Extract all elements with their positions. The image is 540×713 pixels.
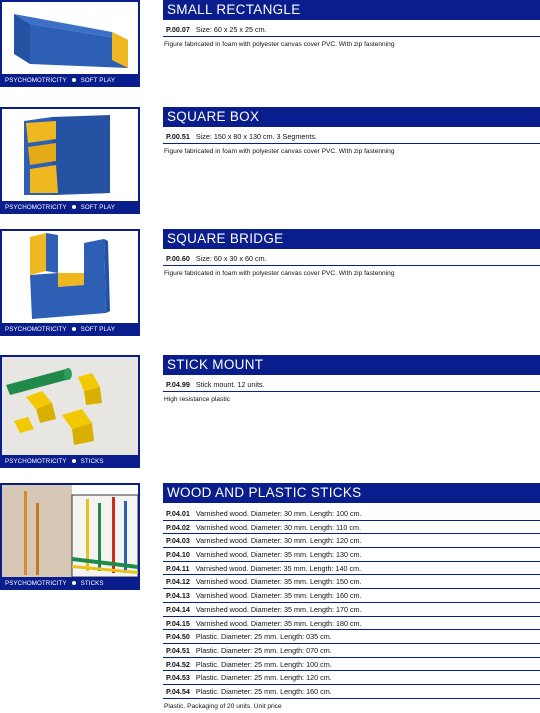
caption-category: PSYCHOMOTRICITY [5, 326, 67, 333]
product-row [163, 671, 540, 685]
caption-category: PSYCHOMOTRICITY [5, 580, 67, 587]
product-title: WOOD AND PLASTIC STICKS [163, 483, 540, 503]
category-caption [2, 323, 138, 336]
product-description: High resistance plastic [164, 395, 230, 403]
caption-subcategory: SOFT PLAY [80, 204, 116, 211]
product-row [163, 534, 540, 548]
product-spec: Varnished wood. Diameter: 30 mm. Length: 100 cm. [195, 509, 362, 518]
product-code: P.00.60 [166, 254, 190, 263]
category-caption [2, 455, 138, 468]
product-info [163, 0, 540, 48]
product-info [163, 483, 540, 710]
product-row [163, 630, 540, 644]
product-row [163, 603, 540, 617]
category-caption [2, 577, 138, 590]
product-spec: Varnished wood. Diameter: 30 mm. Length: 110 cm. [195, 522, 361, 532]
product-row [163, 685, 540, 699]
product-row [163, 589, 540, 603]
product-thumbnail[interactable] [0, 0, 140, 87]
product-row [163, 521, 540, 535]
product-spec-table [163, 507, 540, 699]
caption-category: PSYCHOMOTRICITY [5, 458, 67, 465]
product-title: STICK MOUNT [163, 355, 540, 375]
product-spec: Varnished wood. Diameter: 35 mm. Length: 130 cm. [195, 550, 362, 560]
bullet-icon [72, 581, 76, 585]
product-spec: Plastic. Diameter: 25 mm. Length: 100 cm. [195, 659, 332, 669]
product-photo [2, 485, 138, 577]
foam-box-illustration [2, 109, 138, 201]
caption-subcategory: STICKS [80, 580, 104, 587]
product-description: Plastic. Packaging of 20 units. Unit price [164, 702, 282, 710]
product-thumbnail[interactable] [0, 483, 140, 590]
product-photo [2, 357, 138, 455]
product-code: P.04.02 [166, 522, 190, 532]
stick-mount-illustration [2, 357, 138, 455]
product-info [163, 355, 540, 403]
product-row [163, 575, 540, 589]
product-spec: Varnished wood. Diameter: 35 mm. Length: 160 cm. [195, 591, 362, 601]
product-code: P.04.51 [166, 645, 190, 655]
product-row [163, 252, 540, 266]
product-row [163, 378, 540, 392]
product-photo [2, 231, 138, 323]
product-spec: Plastic. Diameter: 25 mm. Length: 070 cm. [195, 645, 332, 655]
product-thumbnail[interactable] [0, 107, 140, 214]
product-spec: Varnished wood. Diameter: 35 mm. Length: 170 cm. [195, 604, 362, 614]
product-spec: Size: 150 x 80 x 130 cm. 3 Segments. [195, 132, 317, 141]
product-spec: Varnished wood. Diameter: 35 mm. Length: 140 cm. [195, 563, 362, 573]
product-code: P.04.54 [166, 686, 190, 696]
caption-subcategory: SOFT PLAY [80, 326, 116, 333]
product-row [163, 130, 540, 144]
product-info [163, 107, 540, 155]
product-code: P.04.50 [166, 632, 190, 642]
caption-subcategory: STICKS [80, 458, 104, 465]
caption-category: PSYCHOMOTRICITY [5, 77, 67, 84]
bullet-icon [72, 459, 76, 463]
product-row [163, 507, 540, 521]
product-spec: Plastic. Diameter: 25 mm. Length: 035 cm. [195, 632, 332, 642]
foam-bridge-illustration [2, 231, 138, 323]
product-spec: Size: 60 x 30 x 60 cm. [195, 254, 267, 263]
product-title: SQUARE BRIDGE [163, 229, 540, 249]
product-description: Figure fabricated in foam with polyester canvas cover PVC. With zip fastenning [164, 147, 395, 155]
bullet-icon [72, 327, 76, 331]
bullet-icon [72, 205, 76, 209]
product-spec: Varnished wood. Diameter: 35 mm. Length: 180 cm. [195, 618, 362, 628]
product-spec: Varnished wood. Diameter: 35 mm. Length: 150 cm. [195, 577, 362, 587]
product-info [163, 229, 540, 277]
category-caption [2, 74, 138, 87]
product-spec: Size: 60 x 25 x 25 cm. [195, 25, 267, 34]
product-spec: Plastic. Diameter: 25 mm. Length: 120 cm. [195, 673, 332, 683]
product-row [163, 658, 540, 672]
product-description: Figure fabricated in foam with polyester canvas cover PVC. With zip fastenning [164, 269, 395, 277]
product-title: SQUARE BOX [163, 107, 540, 127]
product-thumbnail[interactable] [0, 229, 140, 336]
product-row [163, 644, 540, 658]
product-code: P.04.53 [166, 673, 190, 683]
product-code: P.04.14 [166, 604, 190, 614]
product-code: P.04.11 [166, 563, 190, 573]
product-row [163, 617, 540, 631]
product-photo [2, 2, 138, 74]
product-code: P.04.01 [166, 509, 190, 518]
product-code: P.04.15 [166, 618, 190, 628]
bullet-icon [72, 78, 76, 82]
product-photo [2, 109, 138, 201]
product-description: Figure fabricated in foam with polyester canvas cover PVC. With zip fastenning [164, 40, 395, 48]
caption-subcategory: SOFT PLAY [80, 77, 116, 84]
product-spec: Stick mount. 12 units. [195, 380, 265, 389]
product-code: P.04.13 [166, 591, 190, 601]
product-spec: Plastic. Diameter: 25 mm. Length: 160 cm. [195, 686, 332, 696]
sticks-illustration [2, 485, 138, 577]
product-code: P.04.12 [166, 577, 190, 587]
product-code: P.04.03 [166, 536, 190, 546]
product-row [163, 23, 540, 37]
product-spec: Varnished wood. Diameter: 30 mm. Length: 120 cm. [195, 536, 362, 546]
product-row [163, 548, 540, 562]
foam-rectangle-illustration [2, 2, 138, 74]
category-caption [2, 201, 138, 214]
product-code: P.04.99 [166, 380, 190, 389]
product-title: SMALL RECTANGLE [163, 0, 540, 20]
product-code: P.04.52 [166, 659, 190, 669]
product-thumbnail[interactable] [0, 355, 140, 468]
product-code: P.00.07 [166, 25, 190, 34]
caption-category: PSYCHOMOTRICITY [5, 204, 67, 211]
product-code: P.04.10 [166, 550, 190, 560]
product-code: P.00.51 [166, 132, 190, 141]
product-row [163, 562, 540, 576]
